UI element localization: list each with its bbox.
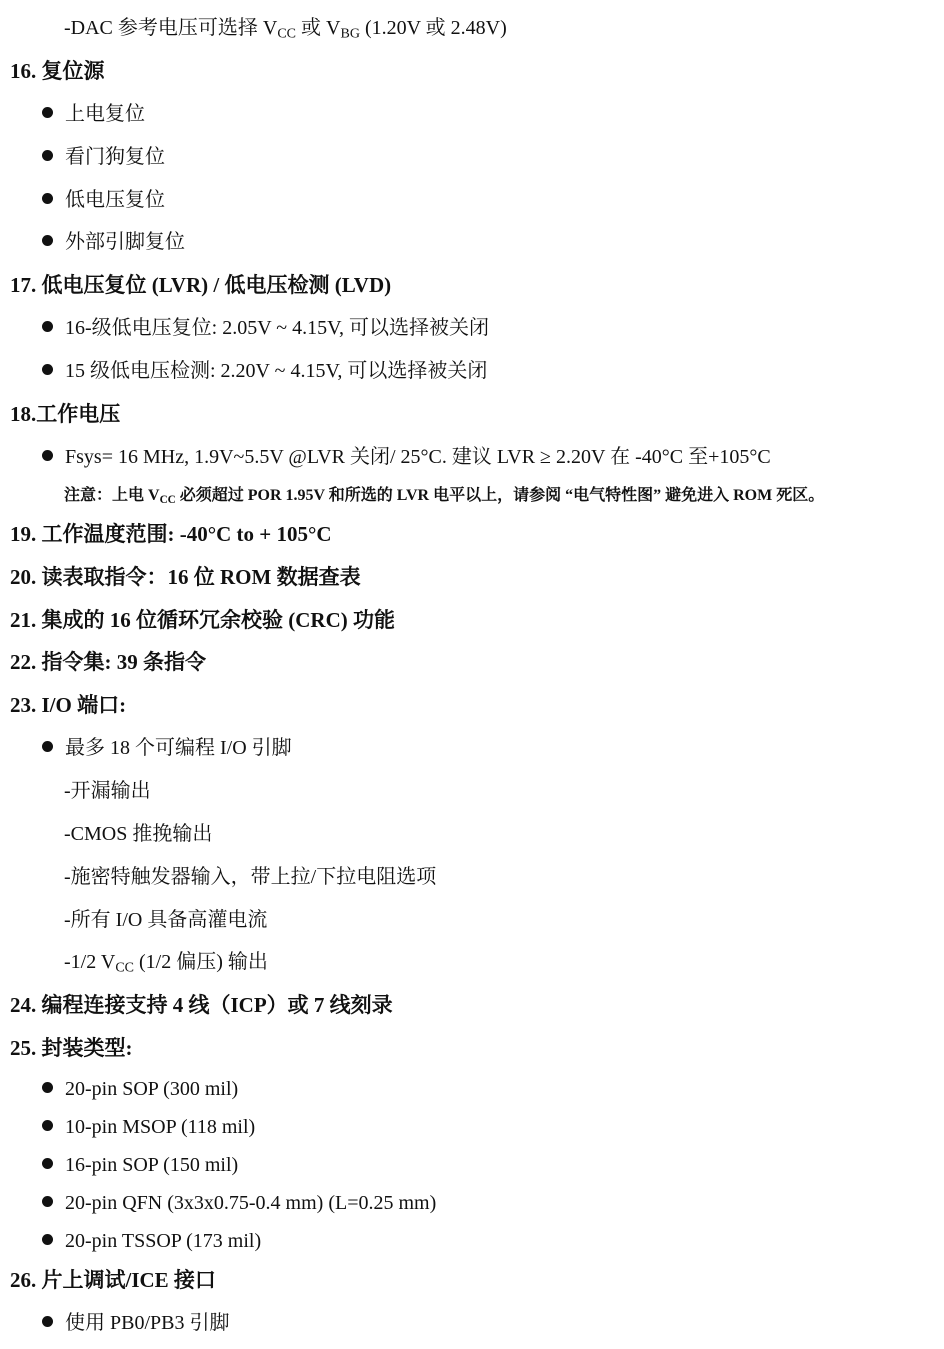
heading-26: 26. 片上调试/ICE 接口 xyxy=(10,1268,216,1292)
sub-list-item: -施密特触发器输入，带上拉/下拉电阻选项 xyxy=(64,866,437,888)
bullet-icon xyxy=(42,150,53,161)
list-item: 15 级低电压检测: 2.20V ~ 4.15V, 可以选择被关闭 xyxy=(42,359,944,383)
bullet-icon xyxy=(42,364,53,375)
heading-16: 16. 复位源 xyxy=(10,59,105,83)
list-item: 16-pin SOP (150 mil) xyxy=(42,1153,944,1177)
heading-17: 17. 低电压复位 (LVR) / 低电压检测 (LVD) xyxy=(10,273,392,297)
note-text: 注意：上电 $V_{CC}$ 必须超过 POR 1.95V 和所选的 LVR 电平以上，请参阅 “电气特性图” 避免进入 ROM 死区。 xyxy=(64,487,825,506)
bullet-icon xyxy=(42,741,53,752)
list-item: 最多 18 个可编程 I/O 引脚 xyxy=(42,736,944,760)
bullet-icon xyxy=(42,107,53,118)
bullet-icon xyxy=(42,193,53,204)
sub-list-item: -所有 I/O 具备高灌电流 xyxy=(64,909,268,931)
list-item: 使用 PB0/PB3 引脚 xyxy=(42,1311,944,1335)
list-item: 16-级低电压复位: 2.05V ~ 4.15V, 可以选择被关闭 xyxy=(42,316,944,340)
bullet-icon xyxy=(42,1196,53,1207)
list-item: 20-pin QFN (3x3x0.75-0.4 mm) (L=0.25 mm) xyxy=(42,1191,944,1215)
list-item: 20-pin SOP (300 mil) xyxy=(42,1077,944,1101)
bullet-icon xyxy=(42,321,53,332)
sub-list-item: -开漏输出 xyxy=(64,780,151,802)
dac-reference-line: -DAC 参考电压可选择 $V_{CC}$ 或 $V_{BG}$ (1.20V 或 2.48V) xyxy=(64,17,507,42)
bullet-icon xyxy=(42,1316,53,1327)
sub-list-item: -CMOS 推挽输出 xyxy=(64,823,213,845)
heading-21: 21. 集成的 16 位循环冗余校验 (CRC) 功能 xyxy=(10,608,395,632)
heading-18: 18.工作电压 xyxy=(10,402,121,426)
bullet-icon xyxy=(42,450,53,461)
list-item: 上电复位 xyxy=(42,102,944,126)
bullet-icon xyxy=(42,1082,53,1093)
bullet-icon xyxy=(42,1120,53,1131)
bullet-icon xyxy=(42,1234,53,1245)
list-item: 外部引脚复位 xyxy=(42,230,944,254)
bullet-icon xyxy=(42,1158,53,1169)
heading-19: 19. 工作温度范围: -40°C to + 105°C xyxy=(10,522,332,546)
sub-list-item: -1/2 $V_{CC}$ (1/2 偏压) 输出 xyxy=(64,951,268,976)
list-item: 看门狗复位 xyxy=(42,145,944,169)
bullet-icon xyxy=(42,235,53,246)
heading-23: 23. I/O 端口: xyxy=(10,693,127,717)
heading-25: 25. 封装类型: xyxy=(10,1036,133,1060)
heading-20: 20. 读表取指令：16 位 ROM 数据查表 xyxy=(10,565,361,589)
list-item: Fsys= 16 MHz, 1.9V~5.5V @LVR 关闭/ 25°C. 建议 LVR ≥ 2.20V 在 -40°C 至+105°C xyxy=(42,445,944,469)
list-item: 10-pin MSOP (118 mil) xyxy=(42,1115,944,1139)
list-item: 低电压复位 xyxy=(42,188,944,212)
list-item: 20-pin TSSOP (173 mil) xyxy=(42,1229,944,1253)
heading-24: 24. 编程连接支持 4 线（ICP）或 7 线刻录 xyxy=(10,993,393,1017)
heading-22: 22. 指令集: 39 条指令 xyxy=(10,650,206,674)
